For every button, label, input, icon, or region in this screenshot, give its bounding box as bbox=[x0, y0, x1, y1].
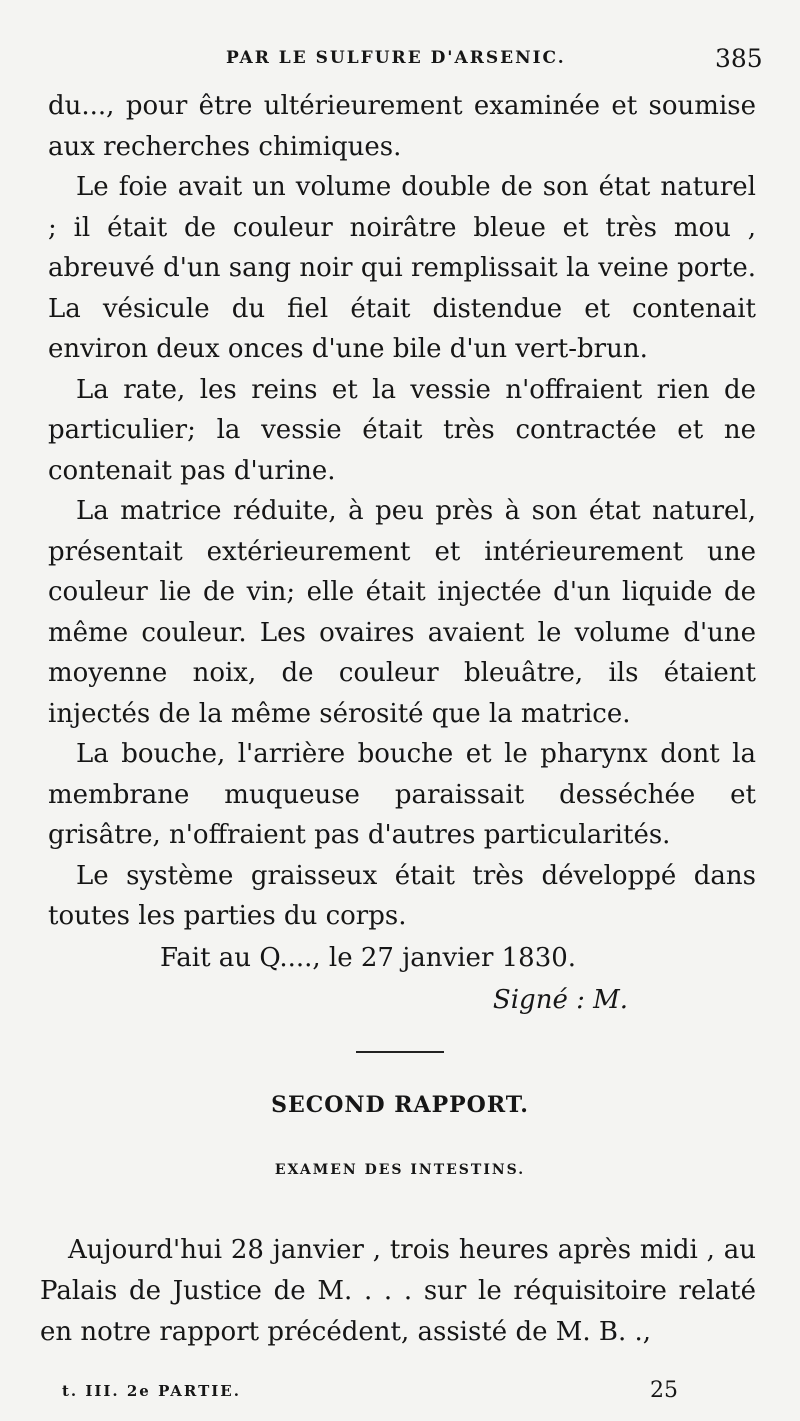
signoff bbox=[48, 937, 756, 1021]
paragraph: La matrice réduite, à peu près à son état naturel, présentait extérieurement et intérieurement une couleur lie de vin; elle était injectée d'un liquide de même couleur. Les ovaires avaient le volume d'une moyenne noix, de couleur bleuâtre, ils étaient injectés de la même sérosité que la matrice. bbox=[48, 496, 756, 729]
running-title: PAR LE SULFURE D'ARSENIC. bbox=[226, 48, 566, 68]
body-text bbox=[48, 86, 756, 1021]
page-number: 385 bbox=[715, 44, 763, 73]
section-title: SECOND RAPPORT. bbox=[271, 1092, 529, 1118]
paragraph: Le système graisseux était très développé dans toutes les parties du corps. bbox=[48, 860, 756, 931]
gathering-number: 25 bbox=[650, 1378, 678, 1403]
section-body bbox=[40, 1230, 756, 1353]
running-head bbox=[0, 44, 800, 80]
paragraph: Le foie avait un volume double de son état naturel ; il était de couleur noirâtre bleue et très mou , abreuvé d'un sang noir qui remplissait la veine porte. La vésicule du fiel était distendue et contenait environ deux onces d'une bile d'un vert-brun. bbox=[48, 172, 756, 364]
section-divider bbox=[356, 1051, 444, 1053]
signoff-name: Signé : M. bbox=[492, 984, 628, 1015]
paragraph: Aujourd'hui 28 janvier , trois heures après midi , au Palais de Justice de M. . . . sur le réquisitoire relaté en notre rapport précédent, assisté de M. B. ., bbox=[40, 1235, 756, 1347]
signature-mark: t. III. 2e PARTIE. bbox=[62, 1382, 241, 1400]
paragraph: du..., pour être ultérieurement examinée et soumise aux recherches chimiques. bbox=[48, 91, 756, 162]
paragraph: La rate, les reins et la vessie n'offraient rien de particulier; la vessie était très contractée et ne contenait pas d'urine. bbox=[48, 374, 756, 486]
paragraph: La bouche, l'arrière bouche et le pharynx dont la membrane muqueuse paraissait desséchée et grisâtre, n'offraient pas d'autres particularités. bbox=[48, 739, 756, 850]
signoff-date: Fait au Q...., le 27 janvier 1830. bbox=[160, 942, 577, 973]
page-footer bbox=[0, 1378, 800, 1412]
section-subtitle: EXAMEN DES INTESTINS. bbox=[274, 1162, 526, 1178]
